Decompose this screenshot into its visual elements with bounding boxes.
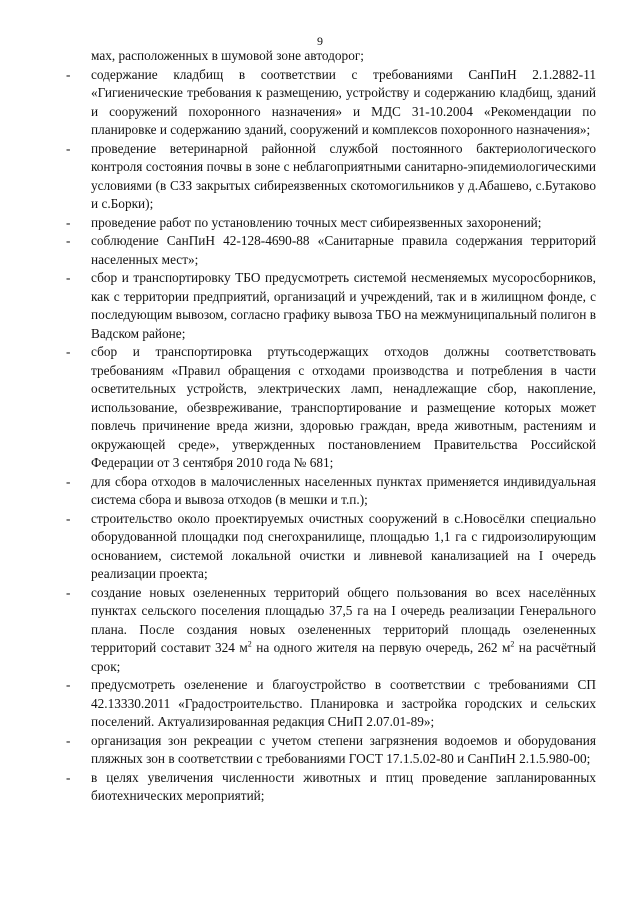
list-item-text: предусмотреть озеленение и благоустройство в соответствии с требованиями СП 42.13330.2011 «Градостроительство. Планировка и застройка городских и сельских поселений. Актуализированная редакция СНиП 2.07.01-89»; — [91, 677, 596, 729]
list-item — [0, 269, 640, 343]
list-item-text: сбор и транспортировка ртутьсодержащих отходов должны соответствовать требованиям «Правил обращения с отходами производства и потребления в части осветительных устройств, электрических ламп, ненадлежащие сбор, накопление, использование, обезвреживание, транспортирование и размещение которых может повлечь причинение вреда жизни, здоровью граждан, вреда животным, растениям и окружающей среде», утвержденных постановлением Правительства Российской Федерации от 3 сентября 2010 года № 681; — [91, 344, 596, 470]
list-dash: - — [66, 233, 71, 248]
superscript: 2 — [510, 639, 515, 649]
list-item-text: сбор и транспортировку ТБО предусмотреть системой несменяемых мусоросборников, как с территории предприятий, организаций и учреждений, так и в жилищном фонде, с последующим вывозом, согласно графику вывоза ТБО на межмуниципальный полигон в Вадском районе; — [91, 270, 596, 341]
text-segment: на одного жителя на первую очередь, 262 м — [251, 640, 511, 655]
list-dash: - — [66, 677, 71, 692]
page-number: 9 — [317, 34, 323, 48]
list-dash: - — [66, 769, 71, 785]
list-dash: - — [66, 140, 71, 156]
list-item-text: соблюдение СанПиН 42-128-4690-88 «Санитарные правила содержания территорий населенных мест»; — [91, 233, 596, 267]
list-dash: - — [66, 270, 71, 285]
document-body — [0, 47, 640, 806]
list-dash: - — [66, 66, 71, 82]
list-dash: - — [66, 510, 71, 526]
list-item — [0, 732, 640, 769]
list-dash: - — [66, 344, 71, 359]
text-segment: на расчётный срок; — [91, 640, 596, 674]
list-item — [0, 676, 640, 732]
list-dash: - — [66, 473, 71, 489]
superscript: 2 — [247, 639, 252, 649]
list-dash: - — [66, 214, 71, 230]
list-item-text: проведение ветеринарной районной службой постоянного бактериологического контроля состояния почвы в зоне с неблагоприятными санитарно-эпидемиологическими условиями (в СЗЗ закрытых сибиреязвенных скотомогильников у д.Абашево, с.Бутаково и с.Борки); — [91, 140, 596, 211]
text-segment: создание новых озелененных территорий общего пользования во всех населённых пунктах сельского поселения площадью 37,5 га на I очередь реализации Генерального плана. После создания новых озелененных территорий площадь озелененных территорий составит 324 м — [91, 584, 596, 655]
list-item — [0, 232, 640, 269]
list-item-text: содержание кладбищ в соответствии с требованиями СанПиН 2.1.2882-11 «Гигиенические требования к размещению, устройству и содержанию кладбищ, зданий и сооружений похоронного назначения» и МДС 31-10.2004 «Рекомендации по планировке и содержанию зданий, сооружений и комплексов похоронного назначения»; — [91, 66, 596, 137]
list-dash: - — [66, 584, 71, 600]
list-item-text: для сбора отходов в малочисленных населенных пунктах применяется индивидуальная система сбора и вывоза отходов (в мешки и т.п.); — [91, 473, 596, 507]
list-item — [0, 473, 640, 510]
list-item — [0, 140, 640, 214]
list-item — [0, 66, 640, 140]
list-item — [0, 510, 640, 584]
continuation-line: мах, расположенных в шумовой зоне автодорог; — [91, 48, 364, 63]
list-item-text — [91, 584, 596, 677]
list-item — [0, 343, 640, 473]
list-item-text: проведение работ по установлению точных мест сибиреязвенных захоронений; — [91, 214, 542, 230]
list-item — [0, 584, 640, 677]
list-item — [0, 769, 640, 806]
list-dash: - — [66, 732, 71, 748]
list-item-text: строительство около проектируемых очистных сооружений в с.Новосёлки специально оборудованной площадки под снегохранилище, площадью 1,1 га с гидроизолирующим основанием, системой локальной очистки и ливневой канализацией на I очередь реализации проекта; — [91, 510, 596, 581]
list-item-text: организация зон рекреации с учетом степени загрязнения водоемов и оборудования пляжных зон в соответствии с требованиями ГОСТ 17.1.5.02-80 и СанПиН 2.1.5.980-00; — [91, 732, 596, 766]
list-item — [0, 214, 640, 233]
list-item-text: в целях увеличения численности животных и птиц проведение запланированных биотехнических мероприятий; — [91, 769, 596, 803]
